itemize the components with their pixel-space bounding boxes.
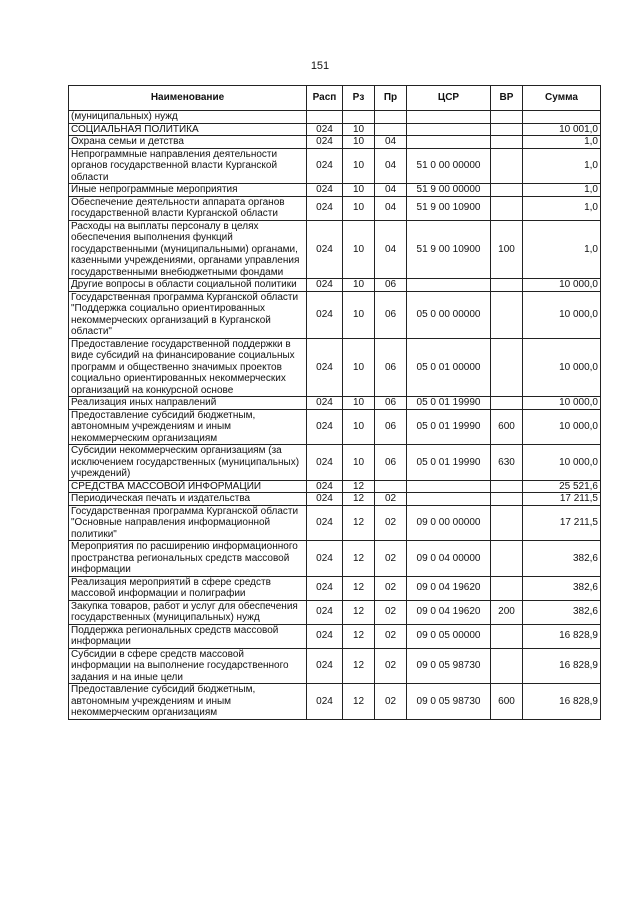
cell-pr: 02 xyxy=(375,648,407,684)
page-number: 151 xyxy=(310,60,330,72)
table-row xyxy=(69,409,601,445)
cell-name: Другие вопросы в области социальной политики xyxy=(69,279,307,292)
cell-name: Поддержка региональных средств массовой информации xyxy=(69,624,307,648)
cell-name: Закупка товаров, работ и услуг для обеспечения государственных (муниципальных) нужд xyxy=(69,600,307,624)
cell-rasp: 024 xyxy=(307,397,343,410)
cell-csr: 05 0 01 19990 xyxy=(407,445,491,481)
cell-sum: 1,0 xyxy=(523,220,601,279)
cell-name: Периодическая печать и издательства xyxy=(69,493,307,506)
cell-csr: 51 0 00 00000 xyxy=(407,148,491,184)
cell-csr: 05 0 00 00000 xyxy=(407,291,491,338)
cell-csr: 05 0 01 00000 xyxy=(407,338,491,397)
cell-pr: 02 xyxy=(375,684,407,720)
table-row xyxy=(69,505,601,541)
cell-rz: 10 xyxy=(343,279,375,292)
cell-csr xyxy=(407,111,491,124)
cell-rasp: 024 xyxy=(307,279,343,292)
table-header-row xyxy=(69,86,601,111)
cell-name: Предоставление государственной поддержки в виде субсидий на финансирование социальных программ и общественно значимых проектов социально ориентированных некоммерческих организаций на конкурсной основе xyxy=(69,338,307,397)
cell-rz xyxy=(343,111,375,124)
cell-rz: 10 xyxy=(343,409,375,445)
cell-name: (муниципальных) нужд xyxy=(69,111,307,124)
cell-rasp: 024 xyxy=(307,684,343,720)
cell-sum: 10 000,0 xyxy=(523,338,601,397)
table-row xyxy=(69,111,601,124)
cell-rz: 10 xyxy=(343,338,375,397)
header-pr: Пр xyxy=(375,86,407,111)
cell-sum: 1,0 xyxy=(523,148,601,184)
cell-sum: 25 521,6 xyxy=(523,480,601,493)
cell-pr: 04 xyxy=(375,184,407,197)
cell-rasp: 024 xyxy=(307,136,343,149)
table-row xyxy=(69,541,601,577)
cell-vr xyxy=(491,136,523,149)
cell-rasp: 024 xyxy=(307,220,343,279)
cell-vr xyxy=(491,279,523,292)
cell-csr: 09 0 04 00000 xyxy=(407,541,491,577)
cell-sum: 1,0 xyxy=(523,184,601,197)
cell-pr: 06 xyxy=(375,409,407,445)
cell-rasp: 024 xyxy=(307,493,343,506)
cell-rasp: 024 xyxy=(307,624,343,648)
cell-name: Субсидии в сфере средств массовой информации на выполнение государственного задания и на иные цели xyxy=(69,648,307,684)
cell-rasp: 024 xyxy=(307,338,343,397)
cell-name: Реализация иных направлений xyxy=(69,397,307,410)
cell-rasp: 024 xyxy=(307,576,343,600)
cell-rz: 10 xyxy=(343,445,375,481)
cell-csr: 09 0 05 98730 xyxy=(407,648,491,684)
cell-rz: 10 xyxy=(343,136,375,149)
cell-pr: 02 xyxy=(375,541,407,577)
cell-rz: 10 xyxy=(343,123,375,136)
cell-pr: 02 xyxy=(375,576,407,600)
cell-vr: 600 xyxy=(491,684,523,720)
cell-vr xyxy=(491,196,523,220)
cell-csr: 09 0 05 00000 xyxy=(407,624,491,648)
table-row xyxy=(69,648,601,684)
cell-vr: 200 xyxy=(491,600,523,624)
cell-name: СРЕДСТВА МАССОВОЙ ИНФОРМАЦИИ xyxy=(69,480,307,493)
cell-sum: 16 828,9 xyxy=(523,648,601,684)
cell-rasp: 024 xyxy=(307,445,343,481)
table-row xyxy=(69,480,601,493)
cell-csr xyxy=(407,136,491,149)
cell-name: Предоставление субсидий бюджетным, автономным учреждениям и иным некоммерческим организациям xyxy=(69,684,307,720)
cell-csr: 09 0 00 00000 xyxy=(407,505,491,541)
table-row xyxy=(69,445,601,481)
cell-rasp: 024 xyxy=(307,480,343,493)
cell-vr: 630 xyxy=(491,445,523,481)
table-body xyxy=(69,111,601,720)
cell-pr: 02 xyxy=(375,505,407,541)
table-row xyxy=(69,397,601,410)
cell-rz: 10 xyxy=(343,397,375,410)
cell-sum: 10 000,0 xyxy=(523,279,601,292)
cell-rz: 10 xyxy=(343,148,375,184)
cell-name: Государственная программа Курганской области "Основные направления информационной политики" xyxy=(69,505,307,541)
table-row xyxy=(69,196,601,220)
cell-pr: 06 xyxy=(375,279,407,292)
cell-rz: 12 xyxy=(343,576,375,600)
header-name: Наименование xyxy=(69,86,307,111)
cell-rz: 12 xyxy=(343,600,375,624)
cell-csr xyxy=(407,123,491,136)
cell-pr xyxy=(375,480,407,493)
cell-vr xyxy=(491,111,523,124)
cell-rz: 12 xyxy=(343,684,375,720)
cell-name: Предоставление субсидий бюджетным, автономным учреждениям и иным некоммерческим организациям xyxy=(69,409,307,445)
cell-name: Реализация мероприятий в сфере средств массовой информации и полиграфии xyxy=(69,576,307,600)
header-rasp: Расп xyxy=(307,86,343,111)
cell-sum: 10 000,0 xyxy=(523,291,601,338)
table-row xyxy=(69,624,601,648)
table-row xyxy=(69,291,601,338)
cell-pr xyxy=(375,111,407,124)
header-sum: Сумма xyxy=(523,86,601,111)
header-vr: ВР xyxy=(491,86,523,111)
cell-sum: 10 000,0 xyxy=(523,445,601,481)
cell-csr xyxy=(407,480,491,493)
cell-sum: 382,6 xyxy=(523,541,601,577)
cell-sum: 382,6 xyxy=(523,576,601,600)
cell-sum: 10 000,0 xyxy=(523,397,601,410)
cell-vr xyxy=(491,148,523,184)
cell-vr xyxy=(491,624,523,648)
cell-pr: 04 xyxy=(375,148,407,184)
cell-vr xyxy=(491,648,523,684)
cell-sum: 10 000,0 xyxy=(523,409,601,445)
cell-csr: 51 9 00 00000 xyxy=(407,184,491,197)
cell-rz: 12 xyxy=(343,624,375,648)
cell-name: Расходы на выплаты персоналу в целях обеспечения выполнения функций государственными (муниципальными) органами, казенными учреждениями, органами управления государственными внебюджетными фондами xyxy=(69,220,307,279)
cell-pr: 06 xyxy=(375,397,407,410)
cell-csr: 05 0 01 19990 xyxy=(407,397,491,410)
cell-vr xyxy=(491,493,523,506)
cell-rasp: 024 xyxy=(307,648,343,684)
cell-rasp: 024 xyxy=(307,148,343,184)
cell-vr xyxy=(491,541,523,577)
cell-vr: 100 xyxy=(491,220,523,279)
cell-vr xyxy=(491,480,523,493)
cell-vr xyxy=(491,184,523,197)
cell-vr xyxy=(491,576,523,600)
cell-csr: 09 0 04 19620 xyxy=(407,576,491,600)
cell-rz: 10 xyxy=(343,196,375,220)
cell-sum: 16 828,9 xyxy=(523,684,601,720)
cell-pr: 04 xyxy=(375,136,407,149)
cell-rz: 10 xyxy=(343,220,375,279)
table-row xyxy=(69,123,601,136)
cell-vr xyxy=(491,397,523,410)
table-row xyxy=(69,136,601,149)
cell-pr: 06 xyxy=(375,445,407,481)
cell-pr: 02 xyxy=(375,493,407,506)
cell-vr xyxy=(491,291,523,338)
cell-rz: 10 xyxy=(343,291,375,338)
cell-rasp: 024 xyxy=(307,409,343,445)
table-row xyxy=(69,220,601,279)
header-rz: Рз xyxy=(343,86,375,111)
budget-table xyxy=(68,85,601,720)
cell-rz: 12 xyxy=(343,648,375,684)
cell-rz: 12 xyxy=(343,480,375,493)
table-row xyxy=(69,148,601,184)
cell-name: Обеспечение деятельности аппарата органов государственной власти Курганской области xyxy=(69,196,307,220)
cell-pr: 06 xyxy=(375,338,407,397)
table-row xyxy=(69,338,601,397)
cell-csr: 05 0 01 19990 xyxy=(407,409,491,445)
cell-rasp: 024 xyxy=(307,541,343,577)
cell-name: Иные непрограммные мероприятия xyxy=(69,184,307,197)
cell-csr: 51 9 00 10900 xyxy=(407,196,491,220)
cell-pr: 04 xyxy=(375,196,407,220)
cell-rasp: 024 xyxy=(307,600,343,624)
cell-csr: 09 0 05 98730 xyxy=(407,684,491,720)
cell-vr xyxy=(491,338,523,397)
cell-pr xyxy=(375,123,407,136)
cell-sum: 16 828,9 xyxy=(523,624,601,648)
cell-pr: 02 xyxy=(375,600,407,624)
cell-csr: 51 9 00 10900 xyxy=(407,220,491,279)
cell-sum: 1,0 xyxy=(523,136,601,149)
cell-sum: 382,6 xyxy=(523,600,601,624)
table-row xyxy=(69,279,601,292)
header-csr: ЦСР xyxy=(407,86,491,111)
cell-vr xyxy=(491,123,523,136)
cell-sum: 17 211,5 xyxy=(523,493,601,506)
cell-rasp: 024 xyxy=(307,184,343,197)
cell-rz: 12 xyxy=(343,541,375,577)
cell-csr xyxy=(407,279,491,292)
cell-rz: 12 xyxy=(343,505,375,541)
table-row xyxy=(69,493,601,506)
cell-pr: 02 xyxy=(375,624,407,648)
table-row xyxy=(69,184,601,197)
cell-vr xyxy=(491,505,523,541)
cell-csr xyxy=(407,493,491,506)
cell-rasp: 024 xyxy=(307,505,343,541)
cell-sum: 10 001,0 xyxy=(523,123,601,136)
cell-csr: 09 0 04 19620 xyxy=(407,600,491,624)
cell-rasp: 024 xyxy=(307,291,343,338)
cell-rasp: 024 xyxy=(307,123,343,136)
table-row xyxy=(69,684,601,720)
cell-sum xyxy=(523,111,601,124)
table-row xyxy=(69,576,601,600)
cell-rasp xyxy=(307,111,343,124)
cell-vr: 600 xyxy=(491,409,523,445)
cell-pr: 04 xyxy=(375,220,407,279)
cell-name: СОЦИАЛЬНАЯ ПОЛИТИКА xyxy=(69,123,307,136)
cell-name: Мероприятия по расширению информационного пространства региональных средств массовой информации xyxy=(69,541,307,577)
cell-rasp: 024 xyxy=(307,196,343,220)
cell-name: Субсидии некоммерческим организациям (за исключением государственных (муниципальных) учреждений) xyxy=(69,445,307,481)
cell-sum: 1,0 xyxy=(523,196,601,220)
cell-rz: 10 xyxy=(343,184,375,197)
cell-sum: 17 211,5 xyxy=(523,505,601,541)
table-row xyxy=(69,600,601,624)
cell-pr: 06 xyxy=(375,291,407,338)
cell-name: Государственная программа Курганской области "Поддержка социально ориентированных некоммерческих организаций в Курганской области" xyxy=(69,291,307,338)
cell-rz: 12 xyxy=(343,493,375,506)
cell-name: Охрана семьи и детства xyxy=(69,136,307,149)
cell-name: Непрограммные направления деятельности органов государственной власти Курганской области xyxy=(69,148,307,184)
